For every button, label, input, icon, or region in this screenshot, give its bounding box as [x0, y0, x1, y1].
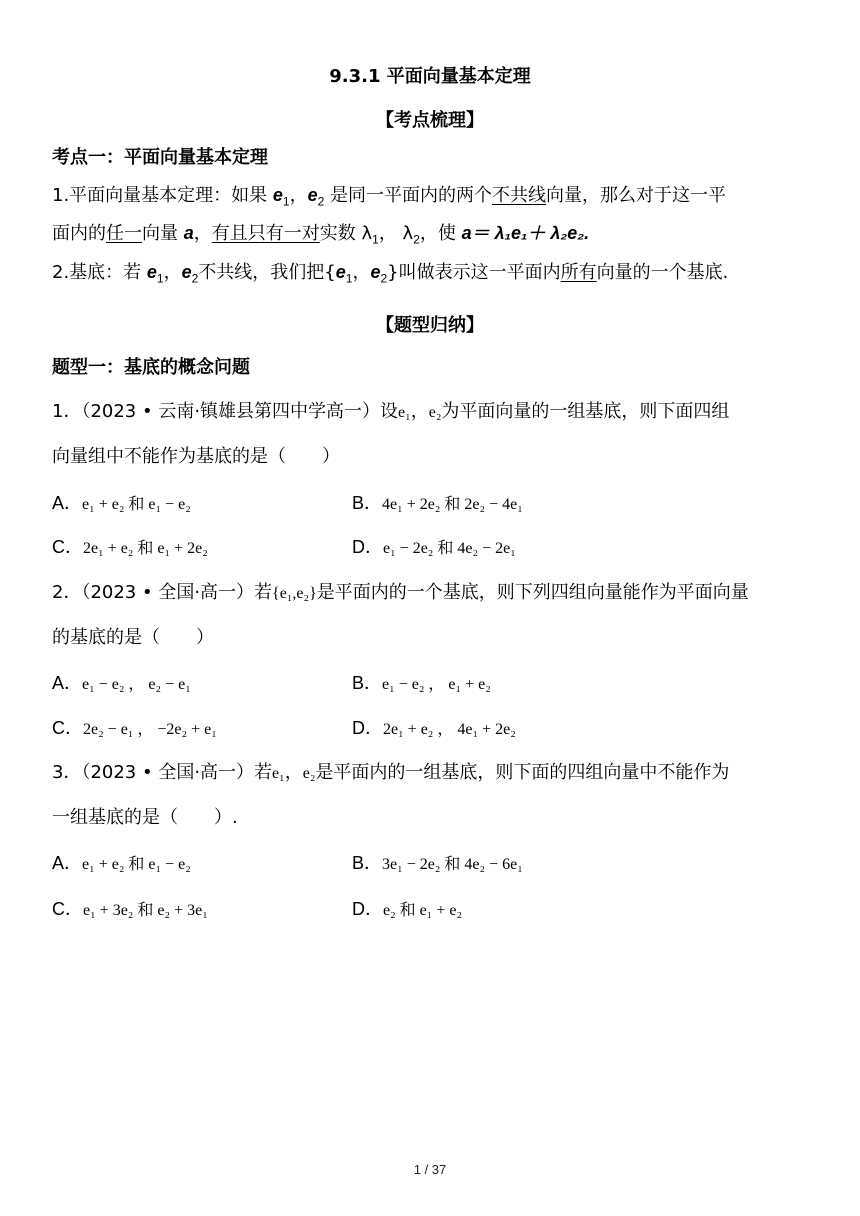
- basis-set: {e₁,e₂}: [272, 585, 317, 602]
- vector-e1: e₁: [398, 404, 411, 421]
- q1-stem-line-2: 向量组中不能作为基底的是（ ）: [52, 446, 340, 467]
- q3-option-c[interactable]: C．e₁ + 3e₂ 和 e₂ + 3e₁: [52, 899, 208, 919]
- theorem-line-2: 面内的任一向量 a，有且只有一对实数 $\lambda_1$， $\lambda_2$，使 a＝ λ₁e₁＋ λ₂e₂.: [52, 223, 590, 247]
- section-heading-question-types: 【题型归纳】: [376, 315, 484, 336]
- q1-stem-line-1: 1．（2023 • 云南·镇雄县第四中学高一）设e₁，e₂为平面向量的一组基底，则下面四组: [52, 401, 730, 422]
- point1-heading: 考点一：平面向量基本定理: [52, 147, 268, 168]
- q2-stem-line-2: 的基底的是（ ）: [52, 627, 214, 648]
- q2-option-a[interactable]: A．e₁ − e₂ ， e₂ − e₁: [52, 673, 191, 693]
- q3-option-d[interactable]: D．e₂ 和 e₁ + e₂: [352, 899, 463, 919]
- theorem-equation: a＝ λ₁e₁＋ λ₂e₂.: [461, 223, 590, 243]
- q1-option-a[interactable]: A．e₁ + e₂ 和 e₁ − e₂: [52, 493, 191, 513]
- q2-option-d[interactable]: D．2e₁ + e₂ ， 4e₁ + 2e₂: [352, 718, 516, 738]
- q3-option-a[interactable]: A．e₁ + e₂ 和 e₁ − e₂: [52, 853, 191, 873]
- vector-e1: e₁: [272, 765, 285, 782]
- type1-heading: 题型一：基底的概念问题: [52, 357, 250, 378]
- vector-e2: e₂: [428, 404, 442, 421]
- q3-option-b[interactable]: B．3e₁ − 2e₂ 和 4e₂ − 6e₁: [352, 853, 523, 873]
- q2-stem-line-1: 2．（2023 • 全国·高一）若{e₁,e₂}是平面内的一个基底，则下列四组向量能作为平面向量: [52, 582, 749, 603]
- vector-e2: e₂: [302, 765, 316, 782]
- q1-option-c[interactable]: C．2e₁ + e₂ 和 e₁ + 2e₂: [52, 537, 208, 557]
- basis-definition: 2.基底：若 $e_1$，$e_2$不共线，我们把{$e_1$，$e_2$}叫做表示这一平面内所有向量的一个基底.: [52, 262, 729, 286]
- theorem-line-1: 1.平面向量基本定理：如果 $e_1$，$e_2$ 是同一平面内的两个不共线向量，那么对于这一平: [52, 185, 727, 209]
- section-heading-key-points: 【考点梳理】: [376, 110, 484, 131]
- q2-option-c[interactable]: C．2e₂ − e₁ ， −2e₂ + e₁: [52, 718, 217, 738]
- page-number: 1 / 37: [413, 1162, 447, 1177]
- q1-option-d[interactable]: D．e₁ − 2e₂ 和 4e₂ − 2e₁: [352, 537, 516, 557]
- q3-stem-line-1: 3．（2023 • 全国·高一）若e₁，e₂是平面内的一组基底，则下面的四组向量中不能作为: [52, 762, 730, 783]
- page-title: 9.3.1 平面向量基本定理: [329, 66, 531, 87]
- q3-stem-line-2: 一组基底的是（ ）.: [52, 807, 238, 828]
- q2-option-b[interactable]: B．e₁ − e₂ ， e₁ + e₂: [352, 673, 491, 693]
- q1-option-b[interactable]: B．4e₁ + 2e₂ 和 2e₂ − 4e₁: [352, 493, 523, 513]
